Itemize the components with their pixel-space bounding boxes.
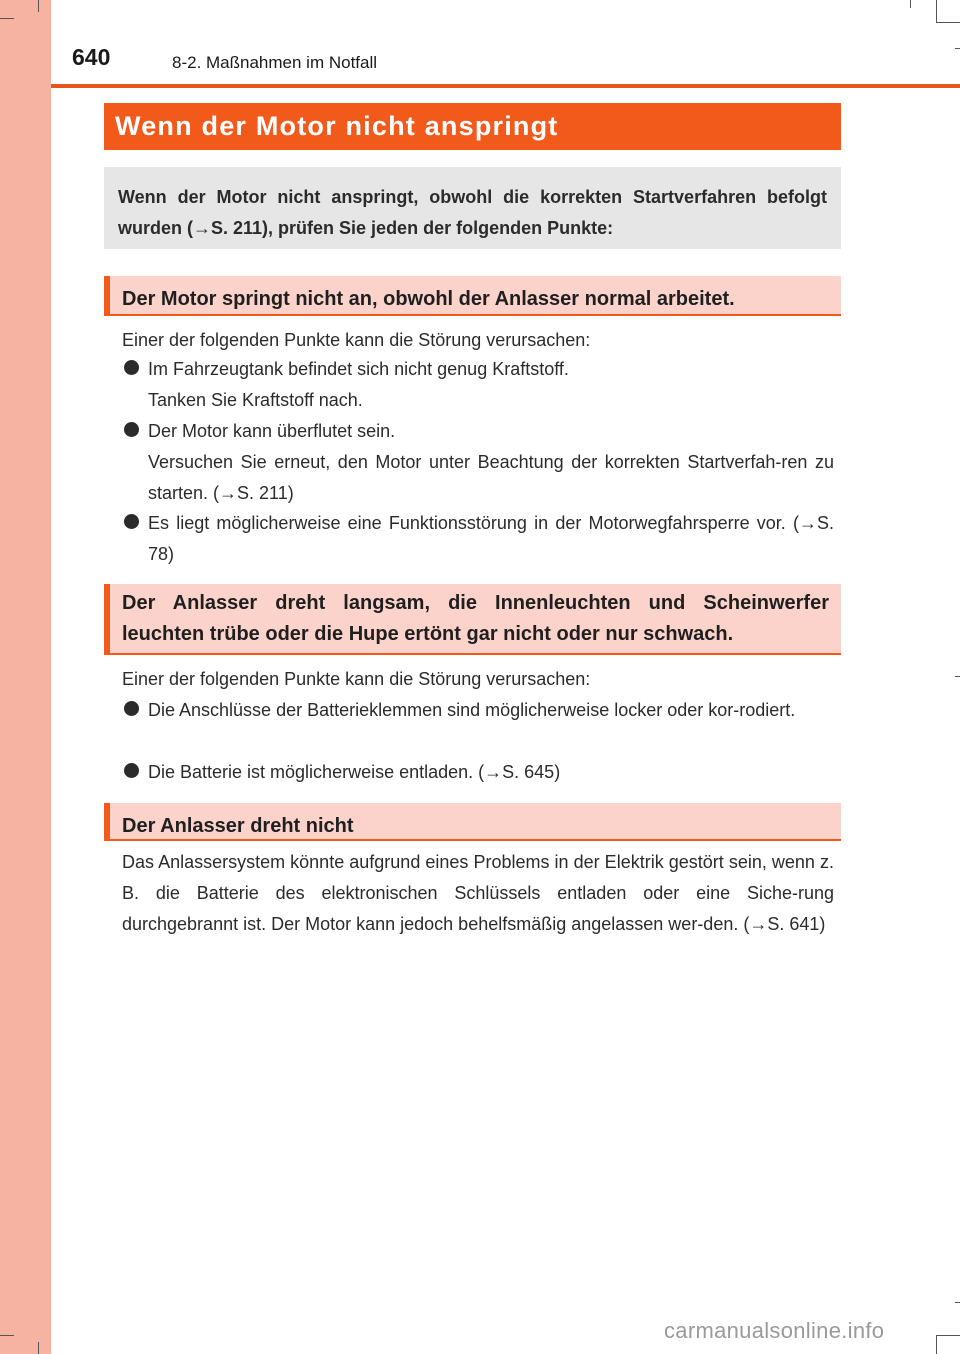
- list-item-text: Der Motor kann überflutet sein.: [148, 421, 396, 441]
- section-body: Das Anlassersystem könnte aufgrund eines Problems in der Elektrik gestört sein, wenn z. B. die Batterie des elektronischen Schlüssels entladen oder eine Siche-rung durchgebrannt ist. Der Motor kann jedoch behelfsmäßig angelassen wer-den. (→S. 641): [122, 852, 834, 934]
- section-lead: Einer der folgenden Punkte kann die Störung verursachen:: [122, 330, 591, 350]
- bullet-icon: [124, 422, 139, 437]
- crop-mark: [0, 18, 14, 19]
- page-number: 640: [72, 44, 111, 70]
- list-item: [122, 354, 834, 416]
- crop-mark: [955, 1302, 960, 1303]
- bullet-icon: [124, 360, 139, 375]
- bullet-icon: [124, 701, 139, 716]
- crop-mark: [936, 22, 960, 23]
- list-item-text: Die Batterie ist möglicherweise entladen. (→S. 645): [148, 762, 561, 782]
- page-title: Wenn der Motor nicht anspringt: [104, 103, 841, 150]
- list-item: [122, 416, 834, 509]
- list-item-subtext: Tanken Sie Kraftstoff nach.: [148, 390, 363, 410]
- section-heading-3: [104, 803, 841, 841]
- list-item-text: Im Fahrzeugtank befindet sich nicht genug Kraftstoff.: [148, 359, 569, 379]
- section-heading-2: [104, 584, 841, 655]
- watermark: carmanualsonline.info: [664, 1318, 885, 1343]
- bullet-icon: [124, 514, 139, 529]
- list-item: [122, 508, 834, 570]
- intro-box: [104, 167, 841, 249]
- list-item-text: Es liegt möglicherweise eine Funktionsstörung in der Motorwegfahrsperre vor. (→S. 78): [148, 513, 834, 564]
- list-item: [122, 757, 834, 788]
- crop-mark: [936, 0, 937, 22]
- crop-mark: [910, 0, 911, 8]
- header-rule: [51, 84, 960, 88]
- crop-mark: [38, 0, 39, 12]
- list-item: [122, 695, 834, 726]
- crop-mark: [38, 1342, 39, 1354]
- bullet-icon: [124, 763, 139, 778]
- section-lead: Einer der folgenden Punkte kann die Störung verursachen:: [122, 669, 591, 689]
- list-item-text: Die Anschlüsse der Batterieklemmen sind möglicherweise locker oder kor-rodiert.: [148, 700, 796, 720]
- list-item-subtext: Versuchen Sie erneut, den Motor unter Beachtung der korrekten Startverfah-ren zu starten. (→S. 211): [148, 452, 834, 503]
- crop-mark: [0, 1335, 14, 1336]
- section-heading-text: Der Anlasser dreht nicht: [122, 815, 354, 837]
- crop-mark: [936, 1335, 960, 1336]
- side-color-band: [0, 0, 51, 1354]
- crop-mark: [955, 48, 960, 49]
- crop-mark: [955, 676, 960, 677]
- crop-mark: [936, 1335, 937, 1354]
- section-label: 8-2. Maßnahmen im Notfall: [172, 53, 378, 72]
- section-heading-1: [104, 276, 841, 316]
- section-heading-text: Der Motor springt nicht an, obwohl der Anlasser normal arbeitet.: [122, 288, 735, 310]
- intro-text: Wenn der Motor nicht anspringt, obwohl die korrekten Startverfahren befolgt wurden (→S. 211), prüfen Sie jeden der folgenden Punkte:: [118, 187, 827, 238]
- section-heading-text: Der Anlasser dreht langsam, die Innenleuchten und Scheinwerfer leuchten trübe oder die Hupe ertönt gar nicht oder nur schwach.: [122, 592, 829, 645]
